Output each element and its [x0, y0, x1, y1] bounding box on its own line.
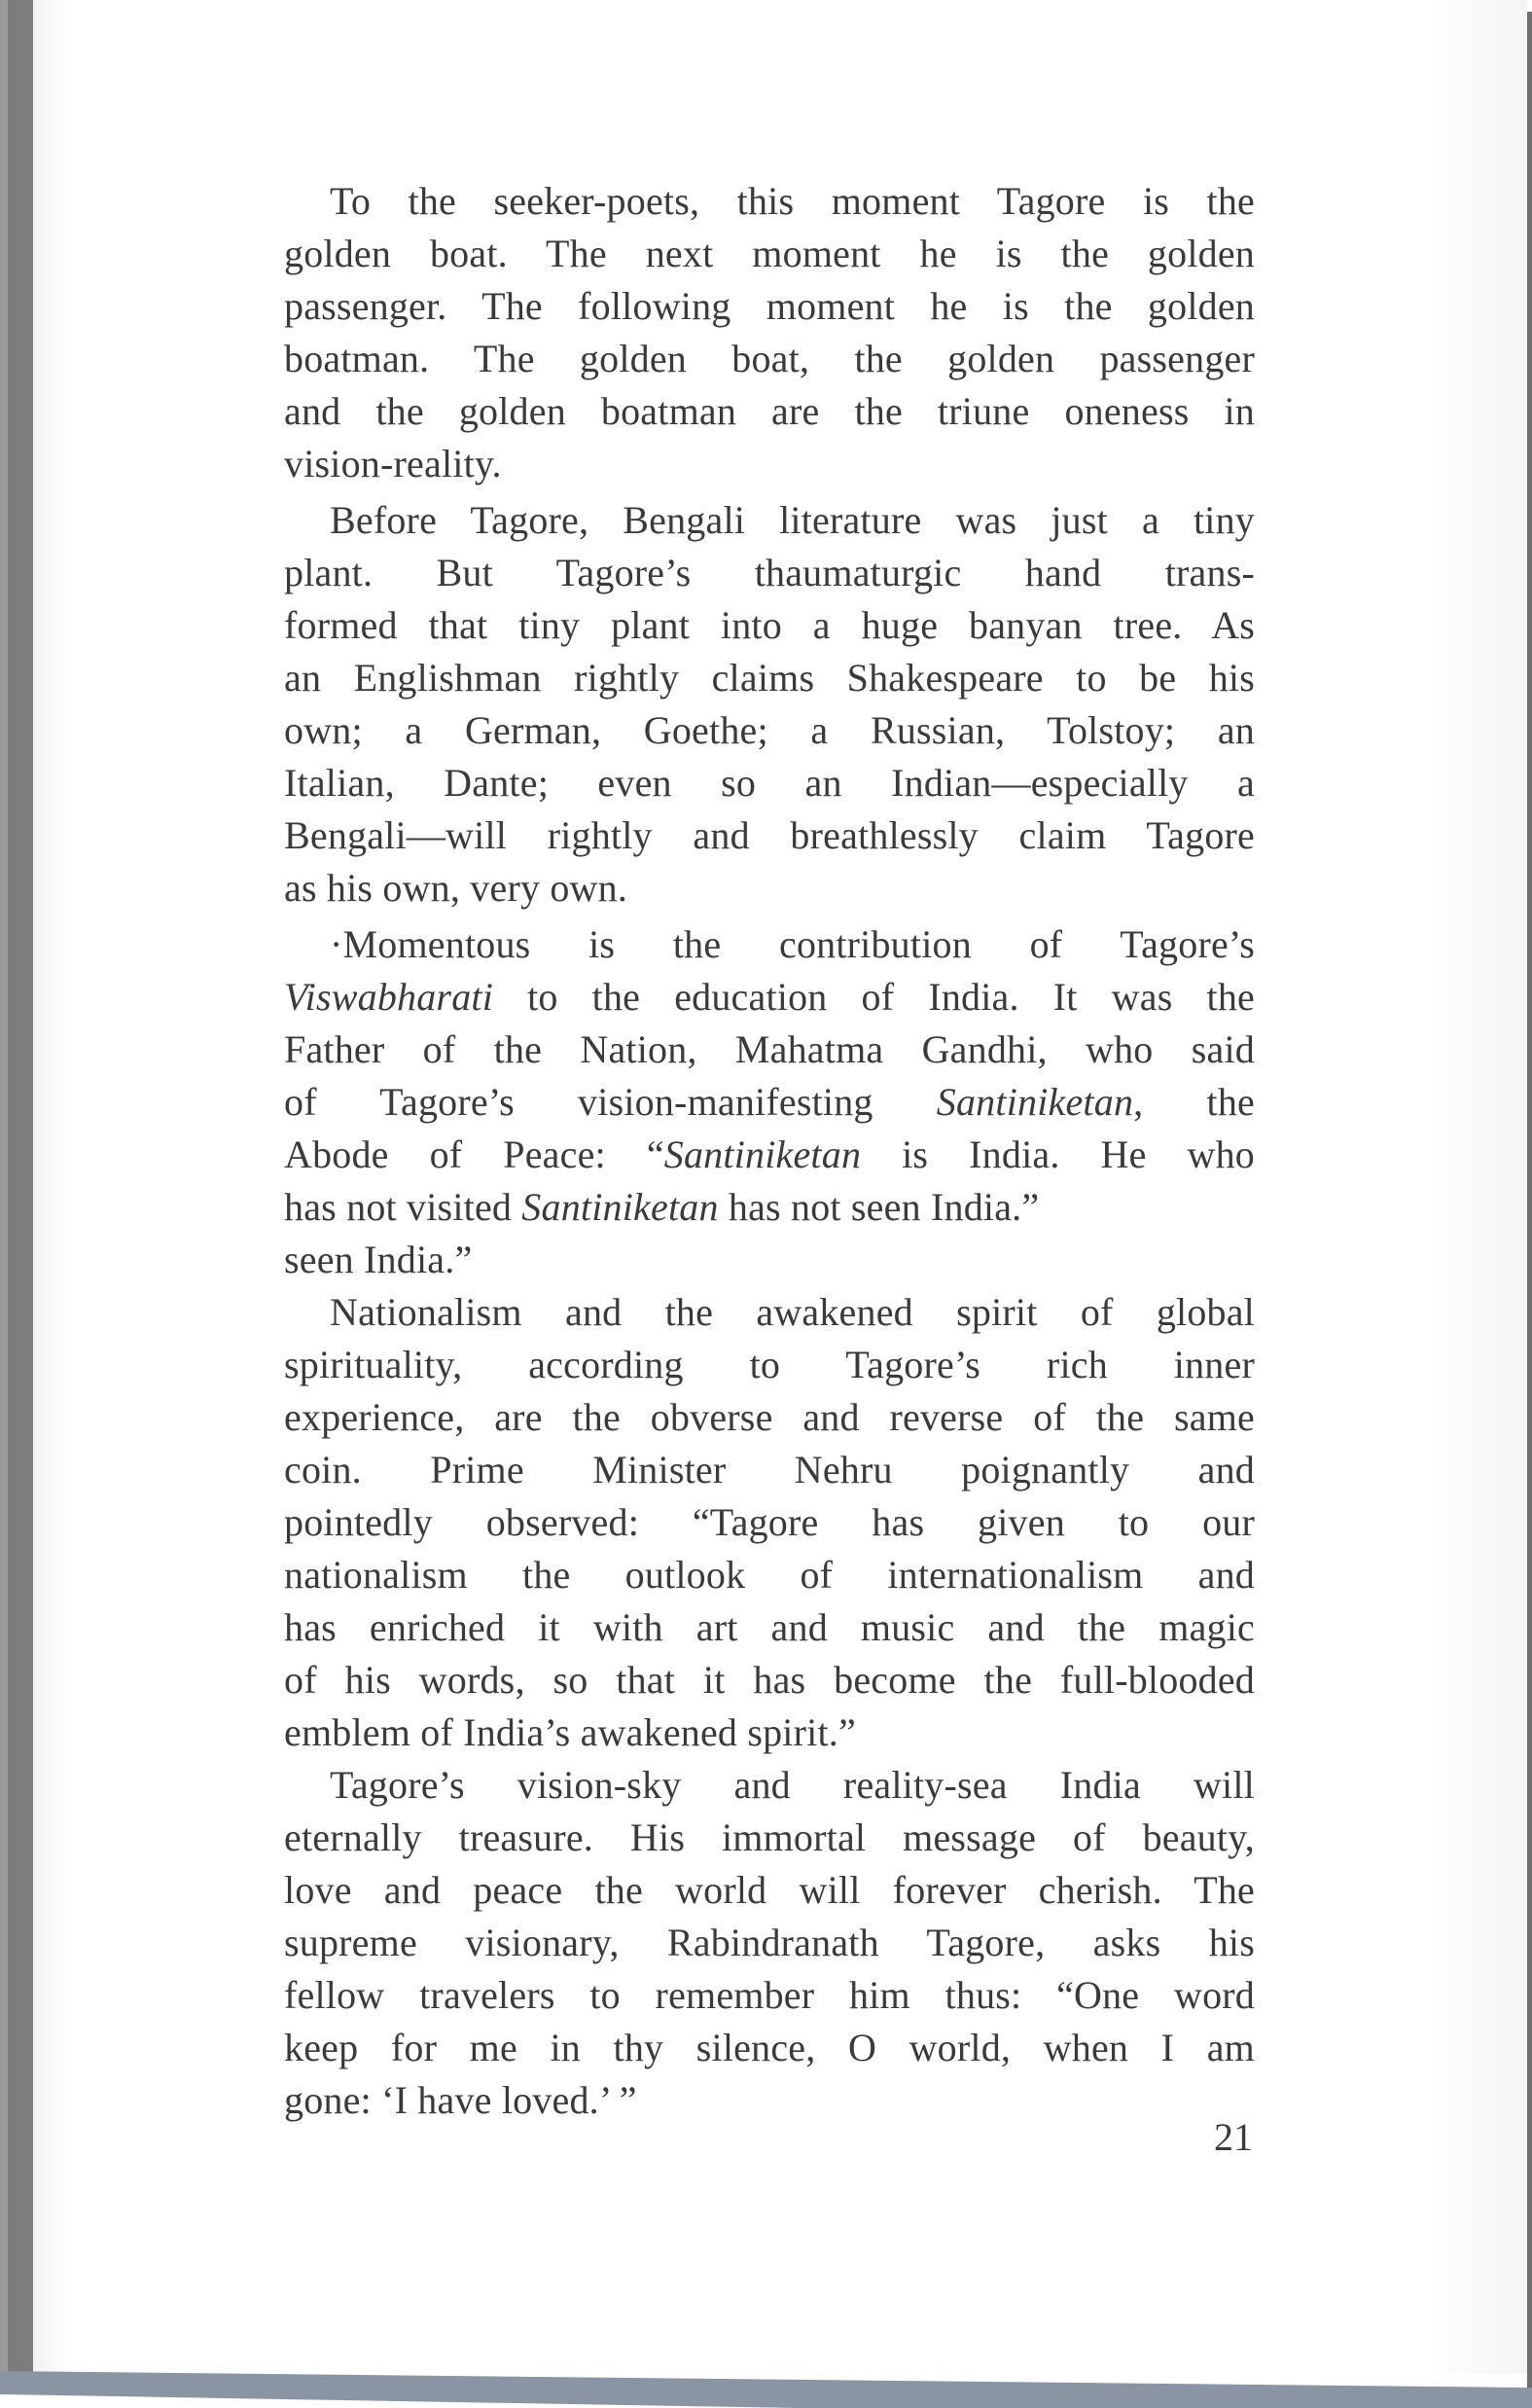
text-line: keep for me in thy silence, O world, when I am [284, 2026, 1255, 2069]
italic-place-santiniketan: Santiniketan [521, 1185, 719, 1229]
text-line: emblem of India’s awakened spirit.” [284, 1710, 856, 1754]
text-line: Before Tagore, Bengali literature was just a tiny [330, 498, 1255, 542]
text-line: has not visited Santiniketan has not seen India.” [284, 1185, 1040, 1229]
text-line: Tagore’s vision-sky and reality-sea India will [330, 1763, 1255, 1807]
text-line-duplicate: seen India.” [284, 1238, 473, 1281]
text-line: pointedly observed: “Tagore has given to our [284, 1500, 1255, 1544]
text-line: vision-reality. [284, 442, 502, 485]
text-line: Italian, Dante; even so an Indian—especially a [284, 761, 1255, 805]
text-line: own; a German, Goethe; a Russian, Tolstoy; an [284, 708, 1255, 752]
text-line: love and peace the world will forever cherish. The [284, 1868, 1255, 1912]
scan-right-corner [1527, 0, 1532, 12]
text-line: of Tagore’s vision-manifesting Santiniketan, the [284, 1080, 1255, 1124]
page-shadow-left [33, 0, 72, 2374]
text-line: nationalism the outlook of internationalism and [284, 1553, 1255, 1597]
text-line: golden boat. The next moment he is the golden [284, 232, 1255, 275]
text-line: ·Momentous is the contribution of Tagore’s [330, 922, 1255, 966]
text-line: coin. Prime Minister Nehru poignantly and [284, 1448, 1255, 1492]
text-line: gone: ‘I have loved.’ ” [284, 2078, 637, 2122]
text-line: Bengali—will rightly and breathlessly claim Tagore [284, 813, 1255, 857]
text-line: eternally treasure. His immortal message of beauty, [284, 1815, 1255, 1859]
italic-title-viswabharati: Viswabharati [284, 975, 494, 1019]
page-shadow-right [1430, 0, 1527, 2374]
text-line: of his words, so that it has become the full-blooded [284, 1658, 1255, 1702]
text-line: Viswabharati to the education of India. It was the [284, 975, 1255, 1019]
page-number: 21 [1214, 2115, 1253, 2159]
text-line: an Englishman rightly claims Shakespeare to be his [284, 656, 1255, 700]
text-line: experience, are the obverse and reverse of the same [284, 1395, 1255, 1439]
text-line: spirituality, according to Tagore’s rich inner [284, 1343, 1255, 1386]
text-line: formed that tiny plant into a huge banyan tree. As [284, 603, 1255, 647]
italic-place-santiniketan: Santiniketan [936, 1080, 1134, 1124]
text-line: fellow travelers to remember him thus: “One word [284, 1973, 1255, 2017]
text-line: has enriched it with art and music and the magic [284, 1605, 1255, 1649]
italic-place-santiniketan: Santiniketan [663, 1132, 862, 1176]
text-line: Nationalism and the awakened spirit of global [330, 1290, 1255, 1334]
scan-right-margin-edge [1527, 10, 1532, 2389]
text-line: supreme visionary, Rabindranath Tagore, asks his [284, 1921, 1255, 1964]
scan-left-margin-edge [0, 0, 8, 2408]
text-line: boatman. The golden boat, the golden passenger [284, 337, 1255, 380]
text-line: Abode of Peace: “Santiniketan is India. He who [284, 1132, 1255, 1176]
text-line: To the seeker-poets, this moment Tagore is the [330, 179, 1255, 223]
text-line: and the golden boatman are the triune oneness in [284, 389, 1255, 433]
text-line: Father of the Nation, Mahatma Gandhi, who said [284, 1027, 1255, 1071]
text-line: passenger. The following moment he is the golden [284, 284, 1255, 328]
text-line: as his own, very own. [284, 866, 628, 910]
text-line: plant. But Tagore’s thaumaturgic hand trans- [284, 551, 1255, 594]
